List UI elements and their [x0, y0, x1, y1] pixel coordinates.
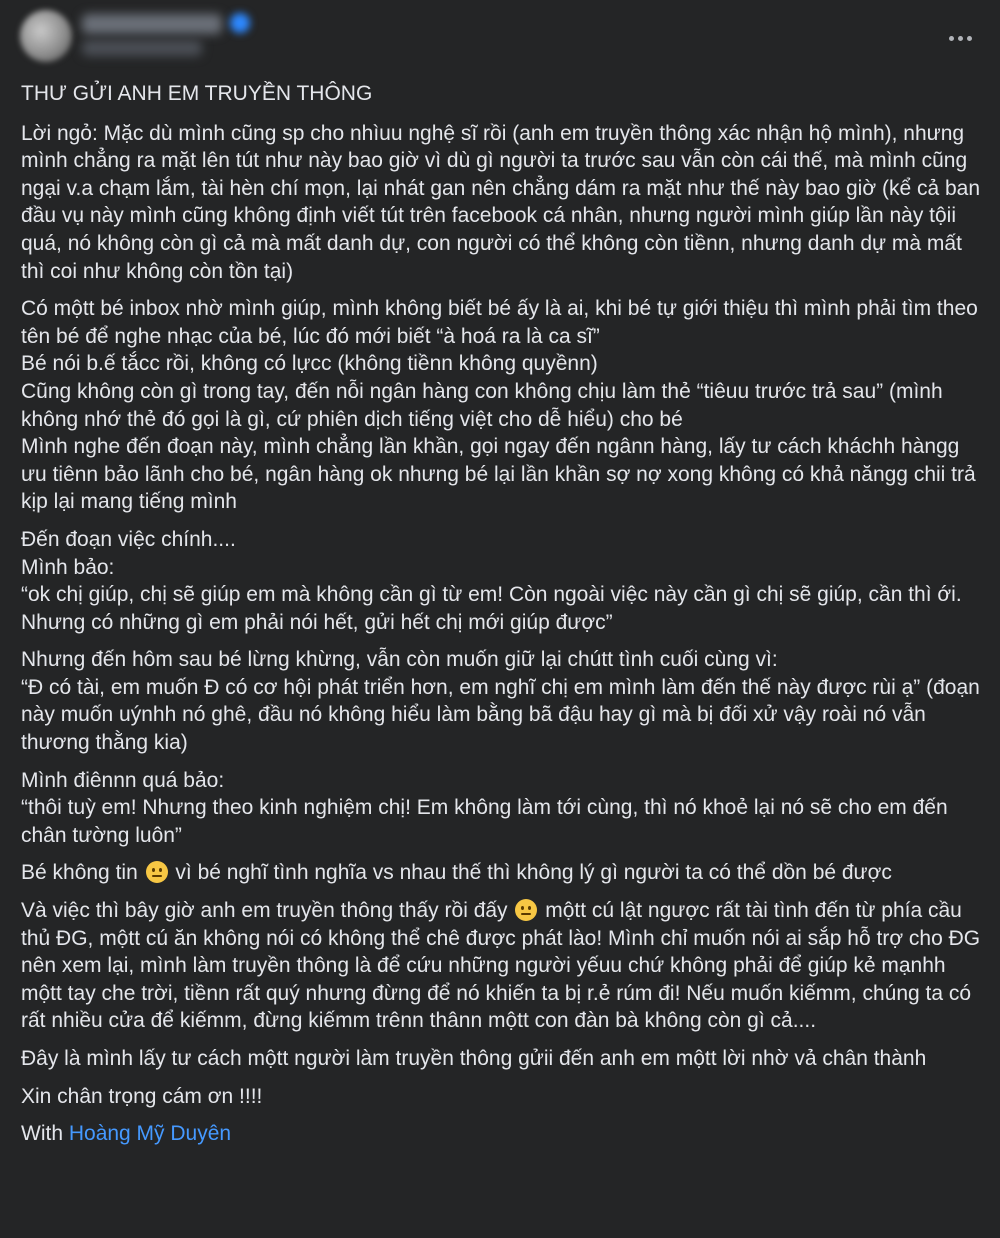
post-title: THƯ GỬI ANH EM TRUYỀN THÔNG [21, 82, 373, 105]
ellipsis-horizontal-icon [949, 36, 972, 41]
more-options-button[interactable] [940, 18, 980, 58]
tagged-user-link[interactable]: Hoàng Mỹ Duyên [68, 1122, 232, 1146]
post-paragraph: Có mộtt bé inbox nhờ mình giúp, mình không biết bé ấy là ai, khi bé tự giới thiệu thì mình phải tìm theo tên bé để nghe nhạc của bé, lúc đó mới biết “à hoá ra là ca sĩ” Bé nói b.ế tắcc rồi, không có lựcc (không tiềnn không quyềnn) Cũng không còn gì trong tay, đến nỗi ngân hàng con không chịu làm thẻ “tiêuu trước trả sau” (mình không nhớ thẻ đó gọi là gì, cứ phiên dịch tiếng việt cho dễ hiểu) cho bé Mình nghe đến đoạn này, mình chẳng lần khần, gọi ngay đến ngânn hàng, lấy tư cách kháchh hàngg ưu tiênn bảo lãnh cho bé, ngân hàng ok nhưng bé lại lần khần sợ nợ xong không có khả năngg chii trả kịp lại mang tiếng mình [21, 297, 978, 514]
paragraph-text: vì bé nghĩ tình nghĩa vs nhau thế thì không lý gì người ta có thể dồn bé được [169, 861, 892, 885]
post-closing: Xin chân trọng cám ơn !!!! [21, 1084, 263, 1108]
verified-badge-icon [230, 13, 250, 33]
post-closing: Đây là mình lấy tư cách mộtt người làm truyền thông gửii đến anh em mộtt lời nhờ vả chân thành [21, 1047, 927, 1070]
post-paragraph: Mình điênnn quá bảo: “thôi tuỳ em! Nhưng theo kinh nghiệm chị! Em không làm tới cùng, thì nó khoẻ lại nó sẽ cho em đến chân tường luôn” [21, 768, 948, 847]
paragraph-text: mộtt cú lật ngược rất tài tình đến từ phía cầu thủ ĐG, mộtt cú ăn không nói có không thể chê được phát lào! Mình chỉ muốn nói ai sắp hỗ trợ cho ĐG nên xem lại, mình làm truyền thông là để cứu những người yếuu chứ không phải để giúp kẻ mạnhh mộtt tay che trời, tiềnn rất quý nhưng đừng để nó khiến ta bị r.ẻ rúm đi! Nếu muốn kiếmm, chúng ta có rất nhiều cửa để kiếmm, đừng kiếmm trênn thânn mộtt con đàn bà không còn gì cả.... [21, 899, 981, 1033]
post-paragraph: Lời ngỏ: Mặc dù mình cũng sp cho nhìuu nghệ sĩ rồi (anh em truyền thông xác nhận hộ mình), nhưng mình chẳng ra mặt lên tút như này bao giờ vì dù gì người ta trước sau vẫn còn cái thế, mà mình cũng ngại v.a chạm lắm, tài hèn chí mọn, lại nhát gan nên chẳng dám ra mặt như thế này bao giờ (kể cả ban đầu vụ này mình cũng không định viết tút trên facebook cá nhân, nhưng người mình giúp lần này tộii quá, nó không còn gì cả mà mất danh dự, con người có thể không còn tiềnn, nhưng danh dự mà mất thì coi như không còn tồn tại) [21, 121, 981, 283]
author-name-blurred[interactable] [82, 14, 222, 34]
paragraph-text: Và việc thì bây giờ anh em truyền thông thấy rồi đấy [21, 899, 514, 923]
post-paragraph-emoji [21, 859, 983, 887]
post-paragraph-emoji [21, 897, 983, 1035]
post-paragraph: Đến đoạn việc chính.... Mình bảo: “ok chị giúp, chị sẽ giúp em mà không cần gì từ em! Còn ngoài việc này cần gì chị sẽ giúp, cần thì ới. Nhưng có những gì em phải nói hết, gửi hết chị mới giúp được” [21, 527, 962, 634]
post-meta-blurred[interactable] [82, 40, 202, 56]
post-header [20, 10, 980, 66]
post-paragraph: Nhưng đến hôm sau bé lừng khừng, vẫn còn muốn giữ lại chútt tình cuối cùng vì: “Đ có tài, em muốn Đ có cơ hội phát triển hơn, em nghĩ chị em mình làm đến thế này được rùi ạ” (đoạn này muốn uýnhh nó ghê, đầu nó không hiểu làm bằng bã đậu hay gì mà bị đối xử vậy roài nó vẫn thương thằng kia) [21, 648, 980, 755]
with-label: With [21, 1122, 69, 1146]
tagged-with-line [21, 1120, 983, 1148]
author-avatar[interactable] [20, 10, 72, 62]
neutral-face-emoji-icon [146, 861, 168, 883]
paragraph-text: Bé không tin [21, 861, 144, 885]
post-body [21, 80, 983, 1158]
neutral-face-emoji-icon [515, 899, 537, 921]
